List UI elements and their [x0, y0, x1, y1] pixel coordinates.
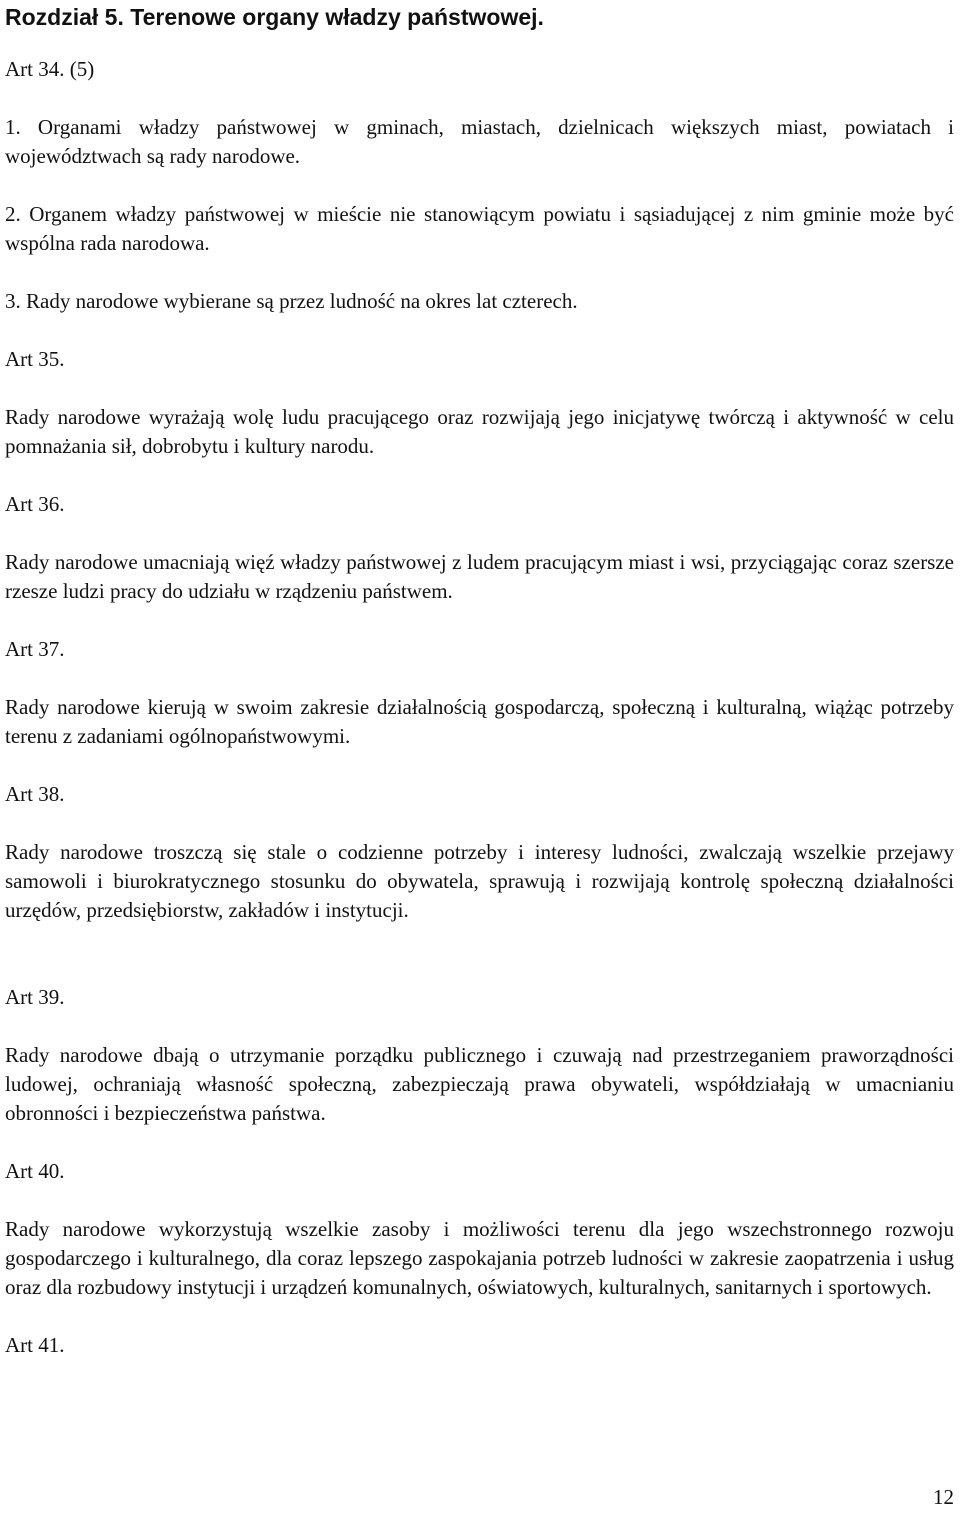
article-title-38: Art 38. [5, 782, 65, 806]
article-title-40: Art 40. [5, 1159, 65, 1183]
article-38-paragraph: Rady narodowe troszczą się stale o codzienne potrzeby i interesy ludności, zwalczają wszelkie przejawy samowoli i biurokratycznego stosunku do obywatela, sprawują i rozwijają kontrolę społeczną działalności urzędów, przedsiębiorstw, zakładów i instytucji. [5, 840, 954, 922]
article-title-36: Art 36. [5, 492, 65, 516]
article-34-paragraph-3: 3. Rady narodowe wybierane są przez ludność na okres lat czterech. [5, 289, 578, 313]
article-title-41: Art 41. [5, 1333, 65, 1357]
page-number: 12 [933, 1485, 954, 1509]
article-title-34: Art 34. (5) [5, 57, 95, 81]
article-37-paragraph: Rady narodowe kierują w swoim zakresie działalnością gospodarczą, społeczną i kulturalną, wiążąc potrzeby terenu z zadaniami ogólnopaństwowymi. [5, 695, 954, 748]
article-title-35: Art 35. [5, 347, 65, 371]
article-35-paragraph: Rady narodowe wyrażają wolę ludu pracującego oraz rozwijają jego inicjatywę twórczą i aktywność w celu pomnażania sił, dobrobytu i kultury narodu. [5, 405, 954, 458]
article-34-paragraph-2: 2. Organem władzy państwowej w mieście nie stanowiącym powiatu i sąsiadującej z nim gminie może być wspólna rada narodowa. [5, 202, 954, 255]
article-title-37: Art 37. [5, 637, 65, 661]
article-34-paragraph-1: 1. Organami władzy państwowej w gminach, miastach, dzielnicach większych miast, powiatach i województwach są rady narodowe. [5, 115, 954, 168]
article-39-paragraph: Rady narodowe dbają o utrzymanie porządku publicznego i czuwają nad przestrzeganiem praworządności ludowej, ochraniają własność społeczną, zabezpieczają prawa obywateli, współdziałają w umacnianiu obronności i bezpieczeństwa państwa. [5, 1043, 954, 1125]
document-page [5, 0, 954, 1360]
article-36-paragraph: Rady narodowe umacniają więź władzy państwowej z ludem pracującym miast i wsi, przyciągając coraz szersze rzesze ludzi pracy do udziału w rządzeniu państwem. [5, 550, 954, 603]
chapter-heading: Rozdział 5. Terenowe organy władzy państwowej. [5, 4, 544, 30]
article-title-39: Art 39. [5, 985, 65, 1009]
article-40-paragraph: Rady narodowe wykorzystują wszelkie zasoby i możliwości terenu dla jego wszechstronnego rozwoju gospodarczego i kulturalnego, dla coraz lepszego zaspokajania potrzeb ludności w zakresie zaopatrzenia i usług oraz dla rozbudowy instytucji i urządzeń komunalnych, oświatowych, kulturalnych, sanitarnych i sportowych. [5, 1217, 954, 1299]
